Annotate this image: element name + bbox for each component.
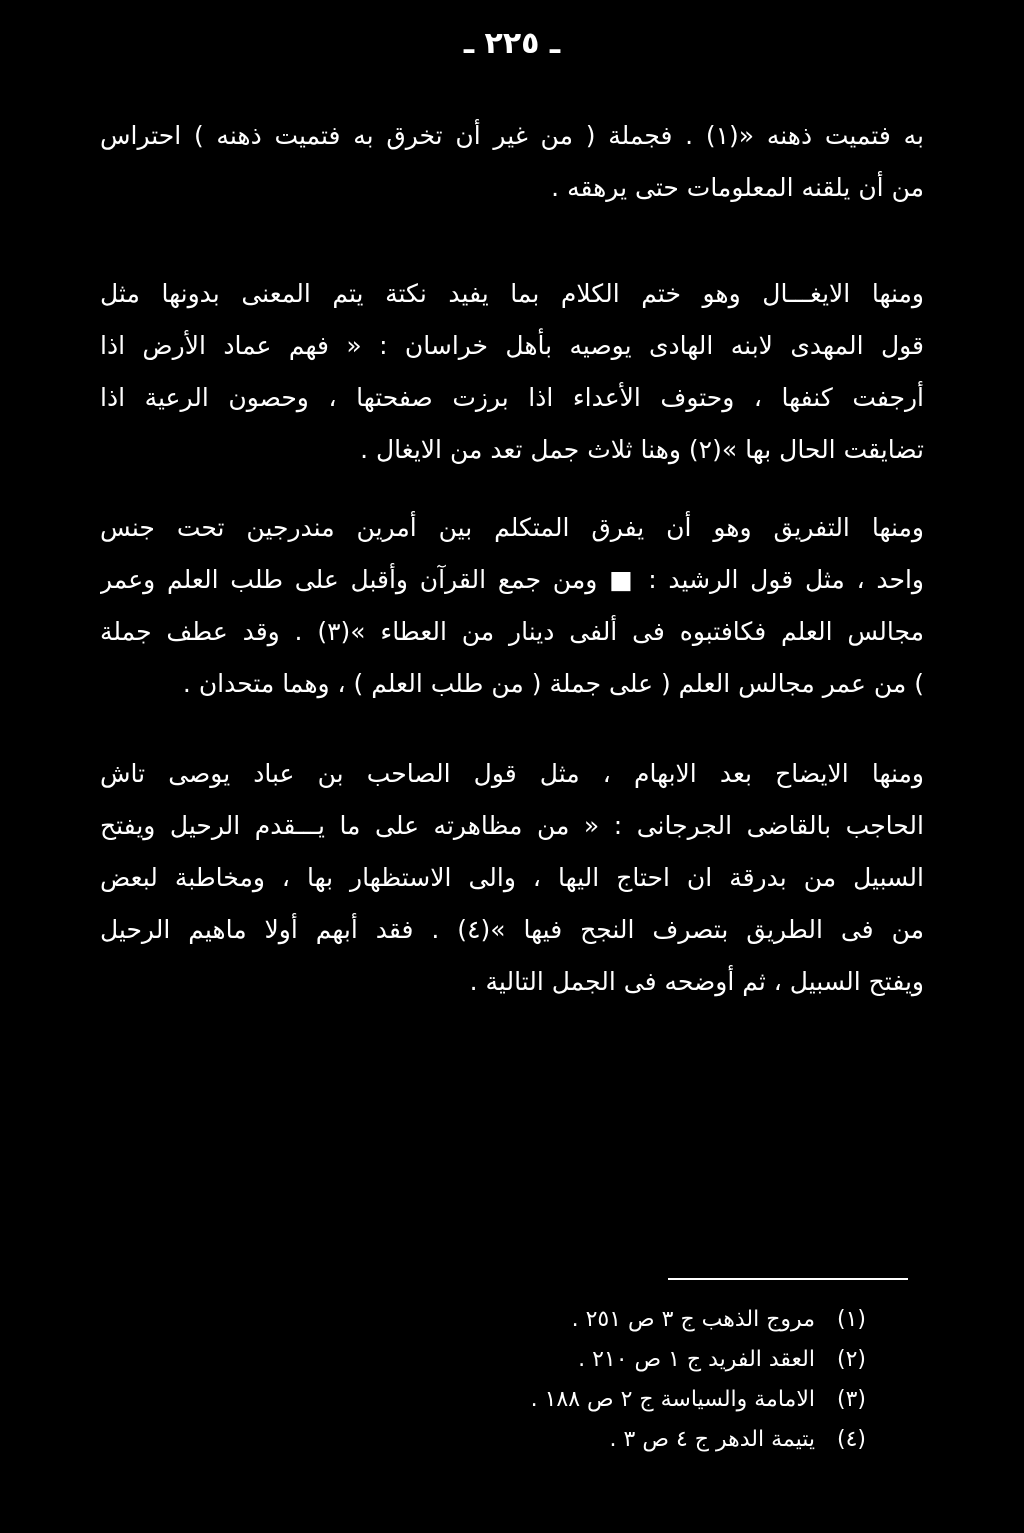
text-line: تضايقت الحال بها »(٢) وهنا ثلاث جمل تعد من الايغال . (360, 435, 924, 464)
text-line: قول المهدى لابنه الهادى يوصيه بأهل خراسان : « فهم عماد الأرض اذا (100, 331, 924, 360)
footnote-text: العقد الفريد ج ١ ص ٢١٠ . (578, 1347, 815, 1372)
text-line: أرجفت كنفها ، وحتوف الأعداء اذا برزت صفحتها ، وحصون الرعية اذا (100, 383, 924, 412)
text-line: الحاجب بالقاضى الجرجانى : « من مظاهرته على ما يـــقدم الرحيل ويفتح (100, 811, 924, 840)
footnote-marker: (٢) (836, 1347, 866, 1372)
paragraph-1 (100, 110, 924, 214)
text-line: ومنها الايغـــال وهو ختم الكلام بما يفيد نكتة يتم المعنى بدونها مثل (100, 279, 924, 308)
footnote-marker: (٣) (836, 1387, 866, 1412)
paragraph-3 (100, 502, 924, 710)
text-line: من أن يلقنه المعلومات حتى يرهقه . (551, 173, 924, 202)
paragraph-4 (100, 748, 924, 1008)
text-line: السبيل من بدرقة ان احتاج اليها ، والى الاستظهار بها ، ومخاطبة لبعض (100, 863, 924, 892)
text-line: ويفتح السبيل ، ثم أوضحه فى الجمل التالية . (469, 967, 924, 996)
footnote-text: يتيمة الدهر ج ٤ ص ٣ . (609, 1427, 815, 1452)
footnote-text: الامامة والسياسة ج ٢ ص ١٨٨ . (530, 1387, 815, 1412)
paragraph-2 (100, 268, 924, 476)
text-line: واحد ، مثل قول الرشيد : ■ ومن جمع القرآن وأقبل على طلب العلم وعمر (100, 565, 924, 594)
text-line: ومنها الايضاح بعد الابهام ، مثل قول الصاحب بن عباد يوصى تاش (100, 759, 924, 788)
page-number: ـ ٢٢٥ ـ (463, 26, 561, 61)
text-line: ) من عمر مجالس العلم ( على جملة ( من طلب العلم ) ، وهما متحدان . (182, 669, 924, 698)
footnote (446, 1300, 866, 1340)
footnote (446, 1340, 866, 1380)
footnote-marker: (٤) (836, 1427, 866, 1452)
footnote-text: مروج الذهب ج ٣ ص ٢٥١ . (571, 1307, 815, 1332)
footnote-marker: (١) (836, 1307, 866, 1332)
footnotes (446, 1300, 866, 1460)
text-line: مجالس العلم فكافتبوه فى ألفى دينار من العطاء »(٣) . وقد عطف جملة (100, 617, 924, 646)
footnote-divider (668, 1278, 908, 1280)
text-line: من فى الطريق بتصرف النجح فيها »(٤) . فقد أبهم أولا ماهيم الرحيل (100, 915, 924, 944)
text-line: به فتميت ذهنه «(١) . فجملة ( من غير أن تخرق به فتميت ذهنه ) احتراس (100, 121, 924, 150)
footnote (446, 1380, 866, 1420)
text-line: ومنها التفريق وهو أن يفرق المتكلم بين أمرين مندرجين تحت جنس (100, 513, 924, 542)
footnote (446, 1420, 866, 1460)
